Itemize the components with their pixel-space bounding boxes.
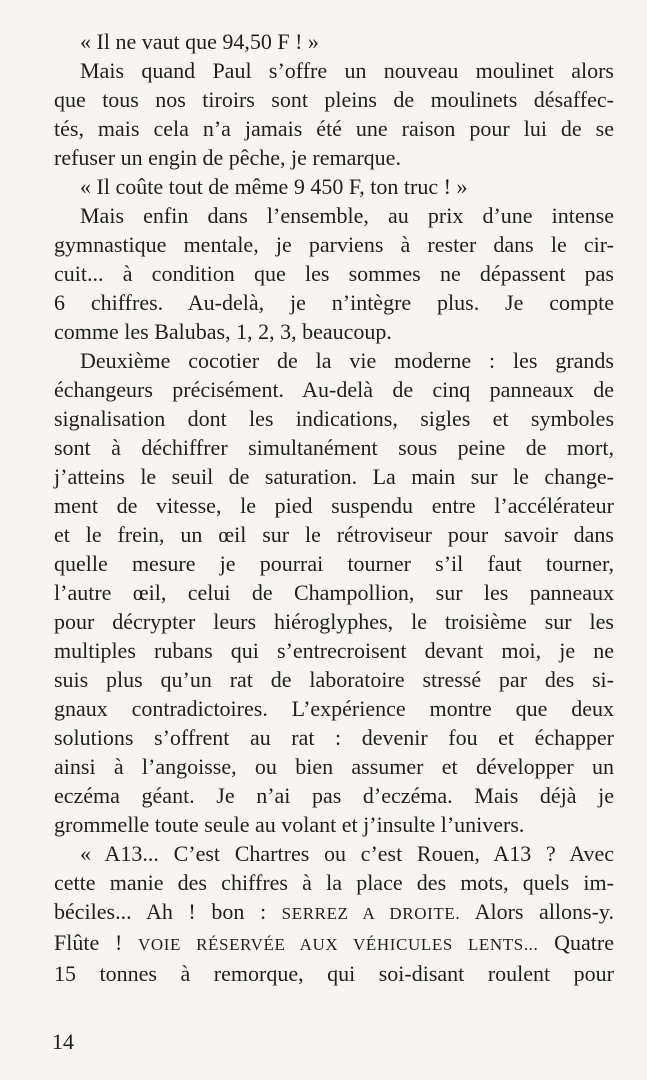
text-segment: béciles... Ah ! bon : (54, 899, 282, 924)
text-segment: échangeurs précisément. Au-delà de cinq panneaux de (54, 377, 614, 402)
text-line (54, 288, 614, 317)
text-line (54, 85, 614, 114)
text-segment: j’atteins le seuil de saturation. La main sur le change- (54, 464, 614, 489)
text-line (54, 694, 614, 723)
text-line (54, 578, 614, 607)
text-segment: multiples rubans qui s’entrecroisent devant moi, je ne (54, 638, 614, 663)
text-line (54, 404, 614, 433)
paragraph (54, 839, 614, 988)
text-line (54, 781, 614, 810)
text-line (54, 346, 614, 375)
text-line (54, 56, 614, 85)
text-line (54, 959, 614, 988)
text-segment: 6 chiffres. Au-delà, je n’intègre plus. Je compte (54, 290, 614, 315)
text-line (54, 665, 614, 694)
text-line (54, 375, 614, 404)
text-segment: tés, mais cela n’a jamais été une raison pour lui de se (54, 116, 614, 141)
paragraph (54, 172, 614, 201)
text-line (54, 27, 614, 56)
text-line (54, 810, 614, 839)
text-line (54, 259, 614, 288)
text-segment: grommelle toute seule au volant et j’insulte l’univers. (54, 812, 525, 837)
text-line (54, 897, 614, 928)
text-line (54, 114, 614, 143)
text-line (54, 230, 614, 259)
text-line (54, 636, 614, 665)
text-segment: signalisation dont les indications, sigles et symboles (54, 406, 614, 431)
text-segment: l’autre œil, celui de Champollion, sur les panneaux (54, 580, 614, 605)
text-line (54, 549, 614, 578)
text-segment: refuser un engin de pêche, je remarque. (54, 145, 401, 170)
text-segment: suis plus qu’un rat de laboratoire stressé par des si- (54, 667, 614, 692)
road-sign-smallcaps: SERREZ A DROITE. (281, 904, 461, 923)
text-line (54, 462, 614, 491)
paragraph (54, 346, 614, 839)
text-segment: sont à déchiffrer simultanément sous peine de mort, (54, 435, 614, 460)
page-body (54, 27, 614, 988)
text-segment: ainsi à l’angoisse, ou bien assumer et développer un (54, 754, 614, 779)
text-segment: gymnastique mentale, je parviens à rester dans le cir- (54, 232, 614, 257)
text-segment: que tous nos tiroirs sont pleins de moulinets désaffec- (54, 87, 614, 112)
paragraph (54, 201, 614, 346)
text-segment: « Il coûte tout de même 9 450 F, ton truc ! » (80, 174, 468, 199)
text-segment: « A13... C’est Chartres ou c’est Rouen, A13 ? Avec (80, 841, 614, 866)
text-line (54, 317, 614, 346)
text-line (54, 491, 614, 520)
text-segment: Flûte ! (54, 930, 139, 955)
page-number: 14 (52, 1029, 74, 1054)
text-segment: Quatre (538, 930, 614, 955)
text-segment: pour décrypter leurs hiéroglyphes, le troisième sur les (54, 609, 614, 634)
text-segment: quelle mesure je pourrai tourner s’il faut tourner, (54, 551, 614, 576)
road-sign-smallcaps: VOIE RÉSERVÉE AUX VÉHICULES LENTS... (138, 935, 539, 954)
text-line (54, 868, 614, 897)
text-line (54, 607, 614, 636)
text-line (54, 201, 614, 230)
text-segment: Alors allons-y. (460, 899, 615, 924)
text-segment: 15 tonnes à remorque, qui soi-disant roulent pour (54, 961, 614, 986)
text-line (54, 839, 614, 868)
text-segment: ment de vitesse, le pied suspendu entre l’accélérateur (54, 493, 614, 518)
text-segment: Mais quand Paul s’offre un nouveau moulinet alors (80, 58, 614, 83)
paragraph (54, 27, 614, 56)
text-line (54, 433, 614, 462)
text-line (54, 928, 614, 959)
text-line (54, 723, 614, 752)
text-segment: gnaux contradictoires. L’expérience montre que deux (54, 696, 614, 721)
text-line (54, 143, 614, 172)
text-line (54, 520, 614, 549)
text-segment: cuit... à condition que les sommes ne dépassent pas (54, 261, 614, 286)
text-segment: cette manie des chiffres à la place des mots, quels im- (54, 870, 614, 895)
text-segment: et le frein, un œil sur le rétroviseur pour savoir dans (54, 522, 614, 547)
text-segment: « Il ne vaut que 94,50 F ! » (80, 29, 319, 54)
text-line (54, 172, 614, 201)
text-segment: Mais enfin dans l’ensemble, au prix d’une intense (80, 203, 614, 228)
text-segment: Deuxième cocotier de la vie moderne : les grands (80, 348, 614, 373)
paragraph (54, 56, 614, 172)
text-segment: eczéma géant. Je n’ai pas d’eczéma. Mais déjà je (54, 783, 614, 808)
text-segment: solutions s’offrent au rat : devenir fou et échapper (54, 725, 614, 750)
text-segment: comme les Balubas, 1, 2, 3, beaucoup. (54, 319, 392, 344)
text-line (54, 752, 614, 781)
